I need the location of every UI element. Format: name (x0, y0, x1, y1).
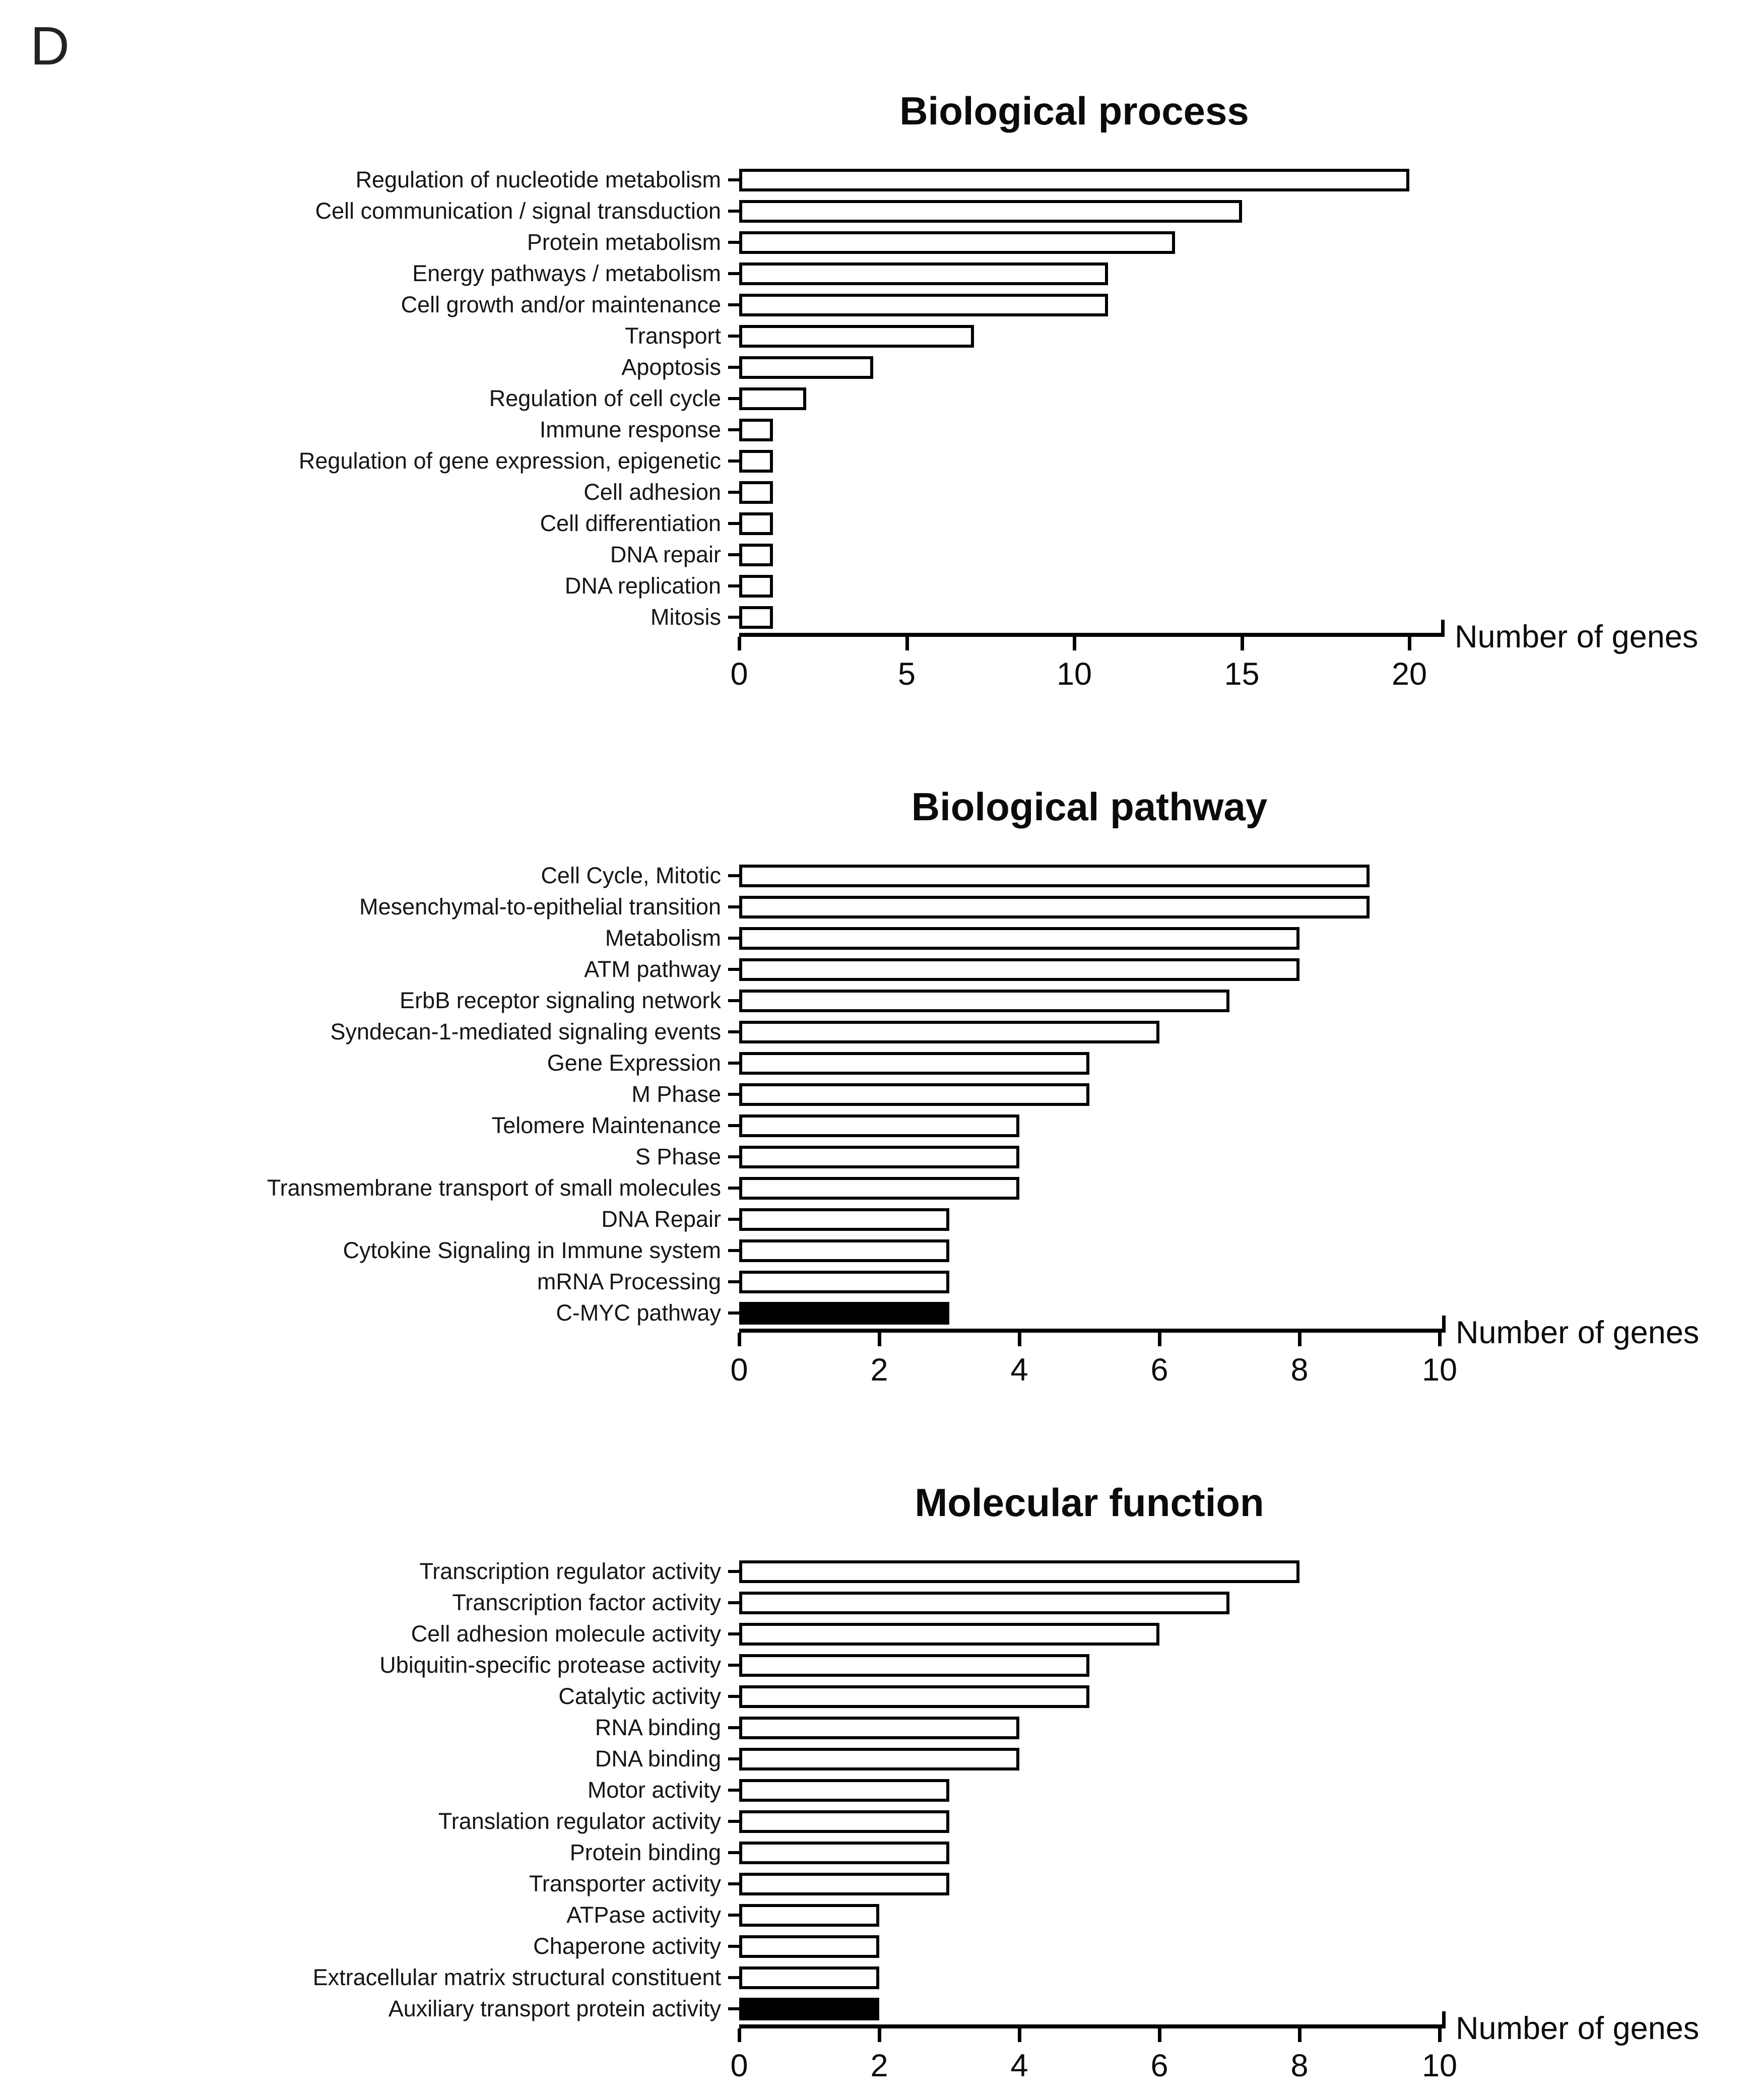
category-label: Transporter activity (529, 1871, 721, 1896)
y-axis-tick (728, 968, 739, 971)
x-tick-label: 0 (730, 657, 748, 692)
y-axis-tick (728, 272, 739, 275)
y-axis-tick (728, 1976, 739, 1979)
category-label: Cell adhesion (583, 479, 721, 505)
bar (739, 387, 806, 410)
y-axis-tick (728, 1757, 739, 1760)
category-label: DNA binding (595, 1746, 721, 1771)
category-label: Regulation of gene expression, epigenetic (298, 448, 721, 474)
bar (739, 419, 773, 441)
x-axis-tick (1241, 637, 1244, 650)
x-tick-label: 2 (870, 1352, 888, 1388)
x-tick-label: 6 (1150, 2048, 1168, 2083)
x-axis (730, 619, 1757, 708)
y-axis-tick (728, 1093, 739, 1096)
y-axis-tick (728, 210, 739, 213)
y-axis-tick (728, 303, 739, 306)
bar (739, 1592, 1229, 1614)
category-label: DNA repair (610, 542, 721, 567)
axis-end-tick (1442, 2011, 1446, 2028)
bar-row (28, 414, 1757, 445)
bar-row (28, 891, 1757, 923)
bar (739, 325, 974, 348)
x-axis-tick (1158, 2028, 1161, 2042)
x-axis-tick (1298, 1333, 1302, 1346)
category-label: S Phase (635, 1144, 721, 1169)
x-tick-label: 8 (1290, 2048, 1309, 2083)
bar (739, 1083, 1089, 1106)
bar-row (28, 1681, 1757, 1712)
category-label: C-MYC pathway (556, 1300, 721, 1326)
bar (739, 1966, 879, 1989)
bar (739, 1302, 949, 1325)
x-tick-label: 2 (870, 2048, 888, 2083)
category-label: Motor activity (587, 1777, 721, 1803)
bar (739, 1904, 879, 1927)
bar-row (28, 258, 1757, 289)
x-axis-tick (1438, 2028, 1442, 2042)
chart-molecular-function (28, 1480, 1757, 2100)
bar (739, 1052, 1089, 1075)
chart-title: Molecular function (915, 1480, 1264, 1525)
bar (739, 356, 873, 379)
bar (739, 1685, 1089, 1708)
axis-end-tick (1442, 1316, 1446, 1333)
x-axis-tick (738, 2028, 741, 2042)
bar-row (28, 1962, 1757, 1993)
bar-row (28, 1618, 1757, 1650)
x-tick-label: 10 (1421, 1352, 1458, 1388)
chart-title: Biological process (899, 89, 1249, 133)
x-axis-line (739, 2024, 1446, 2028)
y-axis-tick (728, 1820, 739, 1823)
category-label: Ubiquitin-specific protease activity (379, 1652, 721, 1678)
category-label: Transcription regulator activity (419, 1558, 721, 1584)
bar (739, 1748, 1019, 1770)
category-label: Cell communication / signal transduction (315, 198, 721, 224)
x-tick-label: 4 (1010, 2048, 1028, 2083)
category-label: Cell differentiation (540, 510, 721, 536)
bar (739, 294, 1108, 316)
x-axis-tick (1408, 637, 1411, 650)
y-axis-tick (728, 366, 739, 369)
bar-row (28, 445, 1757, 477)
axis-end-tick (1441, 620, 1445, 637)
bar (739, 1021, 1159, 1043)
y-axis-tick (728, 1155, 739, 1158)
category-label: DNA Repair (601, 1206, 721, 1232)
bar (739, 1114, 1019, 1137)
bar-row (28, 1235, 1757, 1266)
bar (739, 1177, 1019, 1200)
y-axis-tick (728, 999, 739, 1002)
bar (739, 990, 1229, 1012)
x-tick-label: 6 (1150, 1352, 1168, 1388)
x-tick-label: 0 (730, 1352, 748, 1388)
bar (739, 575, 773, 598)
bar-row (28, 1931, 1757, 1962)
y-axis-tick (728, 428, 739, 431)
bar (739, 231, 1175, 254)
x-tick-label: 10 (1056, 657, 1092, 692)
chart-biological-process (28, 88, 1757, 708)
bar (739, 927, 1299, 950)
bar-row (28, 1141, 1757, 1172)
y-axis-tick (728, 937, 739, 940)
bar-row (28, 508, 1757, 539)
x-axis-tick (905, 637, 909, 650)
category-label: M Phase (631, 1081, 721, 1107)
y-axis-tick (728, 178, 739, 181)
category-label: Cell adhesion molecule activity (411, 1621, 721, 1647)
bar-row (28, 1204, 1757, 1235)
chart-biological-pathway (28, 784, 1757, 1404)
y-axis-tick (728, 2007, 739, 2010)
x-tick-label: 20 (1391, 657, 1427, 692)
category-label: Protein metabolism (527, 229, 721, 255)
category-label: Transcription factor activity (452, 1590, 721, 1615)
bar (739, 1654, 1089, 1677)
x-axis-tick (878, 1333, 881, 1346)
bar-row (28, 383, 1757, 414)
y-axis-tick (728, 1218, 739, 1221)
bar (739, 865, 1370, 887)
y-axis-tick (728, 1570, 739, 1573)
bar (739, 200, 1242, 223)
category-label: Metabolism (605, 925, 721, 951)
bar (739, 1717, 1019, 1739)
bar-row (28, 320, 1757, 352)
category-label: Apoptosis (621, 354, 721, 380)
x-axis-tick (738, 1333, 741, 1346)
bar-row (28, 1650, 1757, 1681)
bar (739, 896, 1370, 918)
x-axis-title: Number of genes (1456, 1315, 1700, 1350)
x-axis-title: Number of genes (1455, 619, 1699, 654)
category-label: Extracellular matrix structural constituent (312, 1964, 721, 1990)
bar-row (28, 923, 1757, 954)
x-axis-title: Number of genes (1456, 2011, 1700, 2046)
bar (739, 1810, 949, 1833)
chart-title: Biological pathway (911, 784, 1268, 829)
bar (739, 169, 1409, 191)
category-label: ATPase activity (566, 1902, 721, 1928)
x-tick-label: 10 (1421, 2048, 1458, 2083)
y-axis-tick (728, 522, 739, 525)
category-label: Chaperone activity (533, 1933, 721, 1959)
panel-label: D (30, 15, 70, 76)
y-axis-tick (728, 1030, 739, 1033)
bar-row (28, 1868, 1757, 1899)
category-label: Regulation of nucleotide metabolism (355, 167, 721, 192)
category-label: ATM pathway (584, 956, 721, 982)
category-label: Translation regulator activity (438, 1808, 721, 1834)
category-label: Cell growth and/or maintenance (401, 292, 721, 317)
bar (739, 1842, 949, 1864)
bar (739, 1779, 949, 1802)
x-tick-label: 0 (730, 2048, 748, 2083)
y-axis-tick (728, 1249, 739, 1252)
bar-row (28, 1079, 1757, 1110)
category-label: Regulation of cell cycle (489, 385, 721, 411)
y-axis-tick (728, 1851, 739, 1854)
bar-row (28, 1775, 1757, 1806)
category-label: Cell Cycle, Mitotic (541, 863, 721, 888)
y-axis-tick (728, 905, 739, 908)
category-label: mRNA Processing (537, 1269, 721, 1294)
x-tick-label: 8 (1290, 1352, 1309, 1388)
category-label: DNA replication (564, 573, 721, 599)
y-axis-tick (728, 397, 739, 400)
y-axis-tick (728, 1882, 739, 1885)
y-axis-tick (728, 1280, 739, 1283)
category-label: Transmembrane transport of small molecules (267, 1175, 721, 1201)
category-label: Cytokine Signaling in Immune system (343, 1237, 721, 1263)
bar (739, 1935, 879, 1958)
bar-row (28, 1806, 1757, 1837)
bar-row (28, 985, 1757, 1016)
y-axis-tick (728, 1664, 739, 1667)
x-axis (730, 1315, 1757, 1404)
bar-row (28, 1743, 1757, 1775)
bar (739, 1239, 949, 1262)
bar (739, 1873, 949, 1895)
y-axis-tick (728, 1914, 739, 1917)
x-axis-tick (1158, 1333, 1161, 1346)
bar-row (28, 1110, 1757, 1141)
bar-row (28, 1899, 1757, 1931)
bar-row (28, 477, 1757, 508)
bar-row (28, 570, 1757, 602)
bar-row (28, 289, 1757, 320)
y-axis-tick (728, 584, 739, 587)
x-axis-tick (1018, 1333, 1021, 1346)
bar (739, 606, 773, 629)
category-label: Auxiliary transport protein activity (388, 1996, 721, 2021)
bar (739, 1208, 949, 1231)
y-axis-tick (728, 241, 739, 244)
bar-row (28, 1172, 1757, 1204)
bar-row (28, 1266, 1757, 1297)
y-axis-tick (728, 1726, 739, 1729)
y-axis-tick (728, 1311, 739, 1315)
bar (739, 512, 773, 535)
category-label: Protein binding (569, 1840, 721, 1865)
y-axis-tick (728, 553, 739, 556)
y-axis-tick (728, 460, 739, 463)
y-axis-tick (728, 1601, 739, 1604)
bar-row (28, 164, 1757, 195)
y-axis-tick (728, 1945, 739, 1948)
y-axis-tick (728, 1124, 739, 1127)
x-axis-tick (1073, 637, 1076, 650)
category-label: Mesenchymal-to-epithelial transition (359, 894, 721, 920)
x-tick-label: 4 (1010, 1352, 1028, 1388)
x-axis-line (739, 633, 1445, 637)
category-label: Mitosis (650, 604, 721, 630)
category-label: Catalytic activity (558, 1683, 721, 1709)
bar (739, 544, 773, 566)
category-label: RNA binding (595, 1715, 721, 1740)
category-label: Telomere Maintenance (491, 1112, 721, 1138)
bar-row (28, 227, 1757, 258)
bar (739, 1998, 879, 2020)
category-label: ErbB receptor signaling network (400, 988, 721, 1013)
bar (739, 1271, 949, 1293)
x-axis-tick (1438, 1333, 1442, 1346)
bar (739, 262, 1108, 285)
y-axis-tick (728, 1632, 739, 1635)
bar-row (28, 1837, 1757, 1868)
bar-row (28, 539, 1757, 570)
category-label: Syndecan-1-mediated signaling events (330, 1019, 721, 1044)
category-label: Transport (625, 323, 721, 349)
x-axis-line (739, 1329, 1446, 1333)
x-axis-tick (738, 637, 741, 650)
y-axis-tick (728, 491, 739, 494)
category-label: Energy pathways / metabolism (412, 260, 721, 286)
category-label: Gene Expression (547, 1050, 721, 1076)
y-axis-tick (728, 1187, 739, 1190)
x-tick-label: 5 (897, 657, 916, 692)
y-axis-tick (728, 1062, 739, 1065)
bar-row (28, 1712, 1757, 1743)
y-axis-tick (728, 1789, 739, 1792)
bar (739, 1623, 1159, 1646)
x-axis-tick (878, 2028, 881, 2042)
bar-row (28, 1016, 1757, 1047)
bar-row (28, 195, 1757, 227)
x-tick-label: 15 (1224, 657, 1260, 692)
bar (739, 481, 773, 504)
y-axis-tick (728, 874, 739, 877)
bar-row (28, 1587, 1757, 1618)
x-axis-tick (1298, 2028, 1302, 2042)
bar (739, 1560, 1299, 1583)
bar-row (28, 352, 1757, 383)
x-axis-tick (1018, 2028, 1021, 2042)
bar (739, 1146, 1019, 1168)
bar-row (28, 954, 1757, 985)
bar-row (28, 1047, 1757, 1079)
bar-row (28, 860, 1757, 891)
x-axis (730, 2011, 1757, 2100)
y-axis-tick (728, 616, 739, 619)
bar (739, 958, 1299, 981)
y-axis-tick (728, 1695, 739, 1698)
y-axis-tick (728, 335, 739, 338)
bar-row (28, 1556, 1757, 1587)
bar (739, 450, 773, 473)
category-label: Immune response (539, 417, 721, 442)
